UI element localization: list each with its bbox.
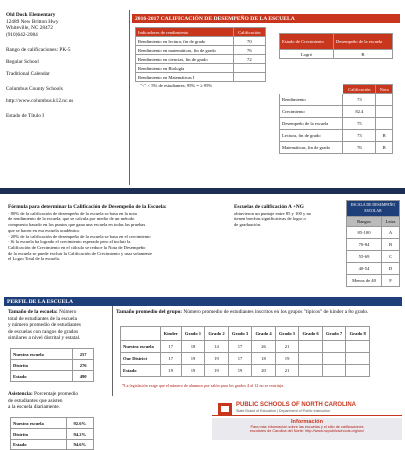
group-header: Grado 5	[275, 327, 299, 341]
school-district: Columbus County Schools	[6, 86, 63, 93]
table-row	[136, 55, 266, 64]
group-value	[299, 341, 323, 353]
school-contact	[6, 12, 124, 120]
attendance-line: Porcentaje promedio	[34, 391, 79, 397]
attendance-table	[10, 417, 94, 450]
group-value: 18	[181, 341, 205, 353]
school-calendar: Traditional Calendar	[6, 70, 50, 77]
group-title: Tamaño promedio del grupo:	[116, 309, 183, 315]
indicator-label: Rendimiento en Biología	[136, 64, 234, 73]
size-line: Número	[59, 309, 77, 315]
indicator-label: Rendimiento en matemáticas, fin de grado	[136, 46, 234, 55]
growth-status: Logró	[280, 50, 334, 59]
scores-header-score: Calificación	[343, 85, 376, 94]
group-value	[322, 353, 346, 365]
group-value: 18	[252, 353, 276, 365]
profile-divider	[112, 306, 113, 396]
scale-header-letter: Letra	[382, 217, 400, 227]
performance-scale-table	[346, 200, 400, 287]
school-url[interactable]: http://www.columbus.k12.nc.us	[6, 97, 74, 104]
dpi-subtitle: State Board of Education | Department of Public Instruction	[236, 409, 331, 413]
table-row	[11, 440, 94, 450]
group-size-block	[116, 309, 401, 316]
indicator-label: Rendimiento en ciencias, fin de grado	[136, 55, 234, 64]
score-value: 76	[343, 142, 376, 154]
scale-letter: D	[382, 263, 400, 275]
formula-title: Fórmula para determinar la Calificación de Desempeño de la Escuela:	[8, 204, 167, 210]
group-value: 19	[181, 353, 205, 365]
group-value: 17	[160, 341, 181, 353]
attendance-label: Nuestra escuela	[11, 418, 67, 429]
formula-line: Calificación de Crecimiento en el cálculo se reduce la Nota de Desempeño	[8, 245, 146, 251]
table-row	[280, 94, 393, 106]
grade-range: Rango de calificaciones: PK-5	[6, 47, 71, 54]
score-grade: B	[376, 130, 393, 142]
table-row	[11, 418, 94, 429]
group-value: 20	[252, 365, 276, 377]
attendance-value: 94.6%	[66, 440, 93, 450]
growth-header: Estado de Crecimiento	[280, 34, 334, 50]
group-value: 21	[275, 341, 299, 353]
title-one-status: Estado de Título I	[6, 113, 45, 120]
table-row	[347, 227, 400, 239]
table-row	[136, 46, 266, 55]
scale-title: ESCALA DE DESEMPEÑO ESCOLAR	[347, 201, 400, 217]
table-row	[11, 429, 94, 440]
group-note: *La legislación exige que el número de alumnos por salón para los grados 4 al 12 no se restrinja.	[122, 383, 284, 388]
group-value	[299, 365, 323, 377]
group-header: Grado 1	[181, 327, 205, 341]
performance-header: 2016-2017 CALIFICACIÓN DE DESEMPEÑO DE LA ESCUELA	[132, 14, 400, 23]
scale-range: 55-69	[347, 251, 382, 263]
attendance-label: Estado	[11, 440, 67, 450]
group-value: 21	[275, 365, 299, 377]
school-address2: Whiteville, NC 28472	[6, 25, 53, 32]
indicators-table	[135, 27, 266, 82]
table-row	[136, 73, 266, 82]
scale-header-row	[347, 217, 400, 227]
info-line: Para más información sobre las escuelas y el sitio de calificaciones	[250, 425, 364, 429]
group-value	[346, 341, 370, 353]
dpi-banner	[212, 402, 402, 416]
table-row	[347, 251, 400, 263]
scores-header-row	[280, 85, 393, 94]
score-label: Matemáticas, fin de grado	[280, 142, 343, 154]
indicators-header-row	[136, 28, 266, 37]
scale-letter: B	[382, 239, 400, 251]
table-row	[347, 263, 400, 275]
size-title: Tamaño de la escuela:	[8, 309, 58, 315]
indicator-label: Rendimiento en Matemáticas I	[136, 73, 234, 82]
score-grade	[376, 106, 393, 118]
attendance-value: 94.2%	[66, 429, 93, 440]
indicators-header: Indicadores de rendimiento	[136, 28, 234, 37]
size-label: Estado	[11, 371, 73, 382]
scale-letter: F	[382, 275, 400, 287]
table-row	[121, 365, 370, 377]
group-header: Grado 7	[322, 327, 346, 341]
score-label: Lectura, fin de grado	[280, 130, 343, 142]
formula-line: el Logro Total de la escuela.	[8, 256, 60, 262]
table-row	[136, 64, 266, 73]
info-box	[212, 418, 402, 440]
scale-range: 40-54	[347, 263, 382, 275]
attendance-line: a la escuela diariamente.	[8, 404, 61, 411]
group-value: 19	[160, 365, 181, 377]
group-row-label: Our District	[121, 353, 161, 365]
grading-note-line: de graduación.	[234, 222, 262, 228]
indicator-value: 76	[233, 46, 265, 55]
table-row	[347, 239, 400, 251]
indicator-value: 72	[233, 55, 265, 64]
indicator-value: 70	[233, 37, 265, 46]
table-row	[11, 371, 94, 382]
formula-line: de la escuela se puede excluir la Calificación de Crecimiento y usar solamente	[8, 250, 152, 256]
size-value: 490	[73, 371, 94, 382]
attendance-line: de estudiantes que asisten	[8, 397, 63, 404]
table-row	[280, 106, 393, 118]
size-line: y número promedio de estudiantes	[8, 322, 81, 329]
formula-line: compuesto basado en los puntos que gana una escuela en todas las pruebas	[8, 222, 146, 228]
group-header: Grado 4	[252, 327, 276, 341]
school-name: Old Dock Elementary	[6, 12, 56, 18]
section-divider-strip	[0, 188, 405, 194]
group-header	[121, 327, 161, 341]
group-header: Grado 6	[299, 327, 323, 341]
size-line: similares a nivel distrital y estatal.	[8, 335, 81, 342]
indicators-header-score: Calificación	[233, 28, 265, 37]
attendance-block	[8, 391, 108, 411]
indicator-value	[233, 64, 265, 73]
school-address1: 12489 New Britton Hwy	[6, 18, 59, 25]
score-grade: B	[376, 142, 393, 154]
table-row	[121, 353, 370, 365]
group-header-row	[121, 327, 370, 341]
scores-header-blank	[280, 85, 343, 94]
school-size-table	[10, 348, 94, 382]
group-value	[322, 365, 346, 377]
group-value: 19	[275, 353, 299, 365]
profile-header: PERFIL DE LA ESCUELA	[4, 297, 402, 306]
formula-block	[8, 204, 233, 262]
formula-line: · 80% de la calificación de desempeño de la escuela se basa en la nota	[8, 210, 137, 216]
group-value: 17	[228, 341, 252, 353]
group-value: 19	[205, 353, 229, 365]
group-header: Grado 3	[228, 327, 252, 341]
score-value: 82.4	[343, 106, 376, 118]
score-grade	[376, 118, 393, 130]
school-phone: (910)642-2084	[6, 31, 38, 38]
group-value: 19	[205, 365, 229, 377]
growth-grade: B	[333, 50, 392, 59]
table-row	[347, 275, 400, 287]
table-row	[280, 142, 393, 154]
size-value: 257	[73, 349, 94, 360]
group-value	[346, 353, 370, 365]
indicator-label: Rendimiento en lectura, fin de grado	[136, 37, 234, 46]
score-grade	[376, 94, 393, 106]
grading-note-line: tienen brechas significativas de logro o	[234, 216, 306, 222]
group-text: Número promedio de estudiantes inscritos en los grupos "típicos" de kínder a 8o grado.	[183, 309, 369, 315]
group-value	[322, 341, 346, 353]
grading-note-title: Escuelas de calificación A +NG	[234, 204, 304, 210]
grading-note-line: obtuvieron un puntaje entre 85 y 100 y no	[234, 210, 312, 216]
table-row	[11, 360, 94, 371]
scale-range: Menos de 40	[347, 275, 382, 287]
size-label: Distrito	[11, 360, 73, 371]
school-size-block	[8, 309, 108, 342]
group-value: 19	[181, 365, 205, 377]
table-row	[136, 37, 266, 46]
table-row	[121, 341, 370, 353]
size-value: 276	[73, 360, 94, 371]
attendance-value: 92.6%	[66, 418, 93, 429]
scores-table	[279, 84, 393, 154]
scale-range: 85-100	[347, 227, 382, 239]
size-line: de escuelas con rangos de grados	[8, 328, 79, 335]
scale-letter: C	[382, 251, 400, 263]
scale-header-range: Rangos	[347, 217, 382, 227]
group-value: 17	[228, 353, 252, 365]
vertical-divider	[129, 10, 130, 185]
size-label: Nuestra escuela	[11, 349, 73, 360]
school-type: Regular School	[6, 59, 39, 66]
score-value: 75	[343, 118, 376, 130]
dpi-name: PUBLIC SCHOOLS OF NORTH CAROLINA	[236, 402, 356, 408]
group-header: Grado 8	[346, 327, 370, 341]
indicator-value	[233, 73, 265, 82]
group-value: 26	[252, 341, 276, 353]
attendance-label: Distrito	[11, 429, 67, 440]
group-value	[346, 365, 370, 377]
table-row	[11, 349, 94, 360]
score-label: Crecimiento	[280, 106, 343, 118]
size-line: total de estudiantes de la escuela	[8, 315, 77, 322]
group-row-label: Nuestra escuela	[121, 341, 161, 353]
grading-note	[234, 204, 344, 228]
scale-title-row	[347, 201, 400, 217]
group-value: 19	[228, 365, 252, 377]
score-label: Rendimiento	[280, 94, 343, 106]
group-header: Grado 2	[205, 327, 229, 341]
growth-header-row	[280, 34, 393, 50]
group-header: Kinder	[160, 327, 181, 341]
growth-performance-header: Desempeño de la escuela	[333, 34, 392, 50]
scale-letter: A	[382, 227, 400, 239]
info-title: Información	[290, 419, 323, 425]
formula-line: · Si la escuela ha logrado el crecimiento esperado pero al incluir la	[8, 239, 131, 245]
group-value	[299, 353, 323, 365]
score-label: Desempeño de la escuela	[280, 118, 343, 130]
table-row	[280, 50, 393, 59]
group-row-label: Estado	[121, 365, 161, 377]
table-row	[280, 130, 393, 142]
group-value: 17	[160, 353, 181, 365]
group-value: 14	[205, 341, 229, 353]
scale-range: 70-84	[347, 239, 382, 251]
score-value: 73	[343, 130, 376, 142]
formula-line: · 20% de la calificación de desempeño de la escuela se basa en el crecimiento	[8, 233, 151, 239]
table-row	[280, 118, 393, 130]
indicators-note: "<" < 5% de estudiantes; 95% = ≥ 95%	[140, 83, 213, 88]
attendance-title: Asistencia:	[8, 391, 33, 397]
nc-dpi-logo-icon	[218, 403, 232, 415]
group-size-table	[120, 326, 370, 377]
growth-table	[279, 33, 393, 59]
score-value: 73	[343, 94, 376, 106]
formula-line: de rendimiento de la escuela, que se calcula por medio de un método	[8, 216, 135, 222]
formula-line: que se hacen en esa escuela académico	[8, 227, 80, 233]
scores-header-grade: Nota	[376, 85, 393, 94]
info-line[interactable]: escolares de Carolina del Norte: http://www.ncpublicschools.org/src/	[249, 429, 365, 433]
